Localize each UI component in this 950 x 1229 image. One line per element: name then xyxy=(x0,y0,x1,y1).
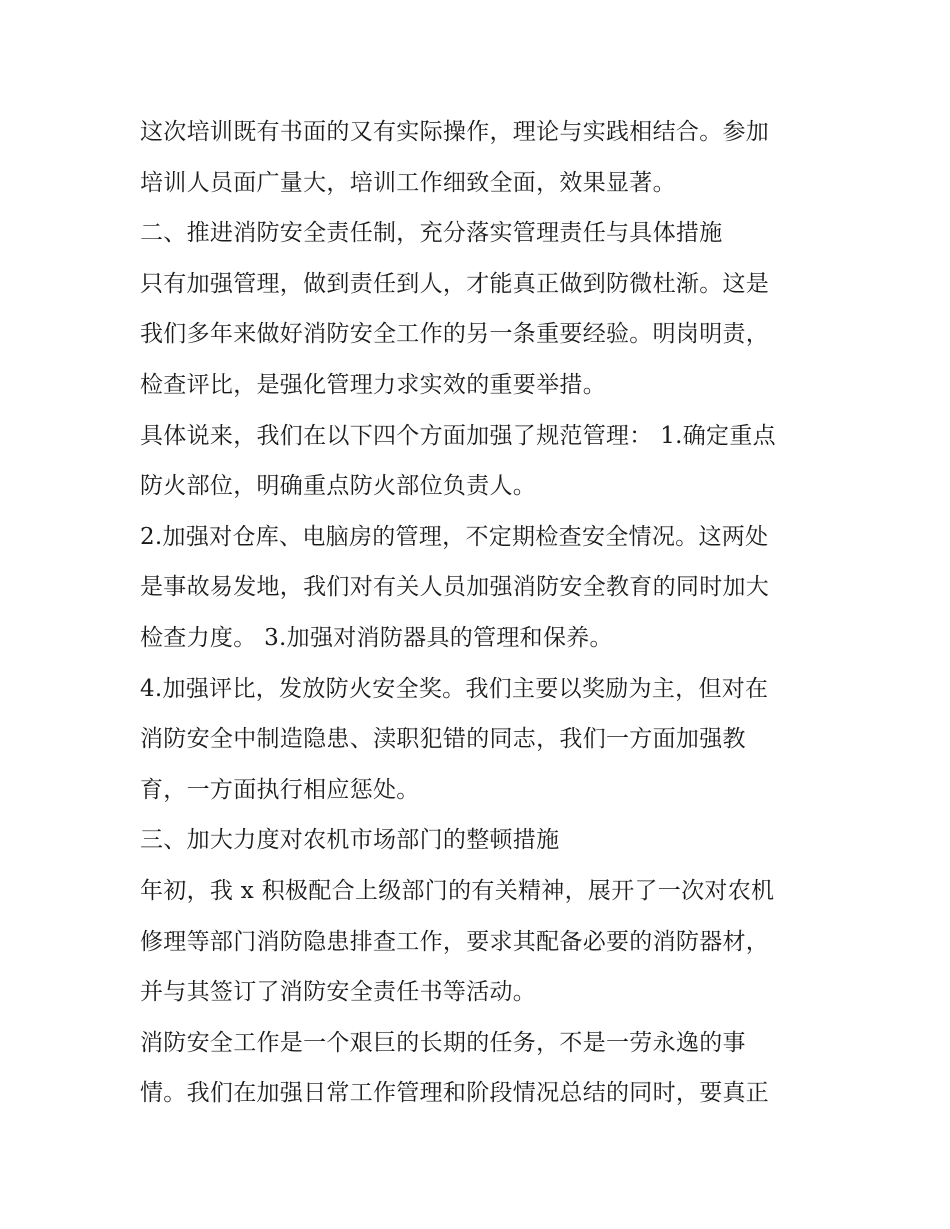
text-line: 检查评比，是强化管理力求实效的重要举措。 xyxy=(140,371,606,398)
text-line: 2.加强对仓库、电脑房的管理，不定期检查安全情况。这两处 xyxy=(140,523,769,550)
text-line: 这次培训既有书面的又有实际操作，理论与实践相结合。参加 xyxy=(140,119,770,145)
text-line: 并与其签订了消防安全责任书等活动。 xyxy=(140,979,537,1006)
text-line: 只有加强管理，做到责任到人，才能真正做到防微杜渐。这是 xyxy=(140,270,770,297)
text-line: 4.加强评比，发放防火安全奖。我们主要以奖励为主，但对在 xyxy=(140,675,769,702)
text-line: 育，一方面执行相应惩处。 xyxy=(140,776,420,803)
section-heading: 三、加大力度对农机市场部门的整顿措施 xyxy=(140,827,560,854)
text-line: 年初，我 x 积极配合上级部门的有关精神，展开了一次对农机 xyxy=(140,877,775,904)
text-line: 我们多年来做好消防安全工作的另一条重要经验。明岗明责， xyxy=(140,321,770,348)
text-line: 防火部位，明确重点防火部位负责人。 xyxy=(140,473,537,500)
text-line: 是事故易发地，我们对有关人员加强消防安全教育的同时加大 xyxy=(140,574,770,601)
section-heading: 二、推进消防安全责任制，充分落实管理责任与具体措施 xyxy=(140,220,723,247)
text-line: 情。我们在加强日常工作管理和阶段情况总结的同时，要真正 xyxy=(140,1080,770,1107)
text-line: 消防安全工作是一个艰巨的长期的任务，不是一劳永逸的事 xyxy=(140,1029,746,1056)
text-line: 检查力度。 3.加强对消防器具的管理和保养。 xyxy=(140,624,613,651)
text-line: 具体说来，我们在以下四个方面加强了规范管理： 1.确定重点 xyxy=(140,422,776,449)
document-body xyxy=(140,107,820,1119)
text-line: 培训人员面广量大，培训工作细致全面，效果显著。 xyxy=(140,169,676,196)
text-line: 修理等部门消防隐患排查工作，要求其配备必要的消防器材， xyxy=(140,928,770,955)
text-line: 消防安全中制造隐患、渎职犯错的同志，我们一方面加强教 xyxy=(140,726,746,753)
